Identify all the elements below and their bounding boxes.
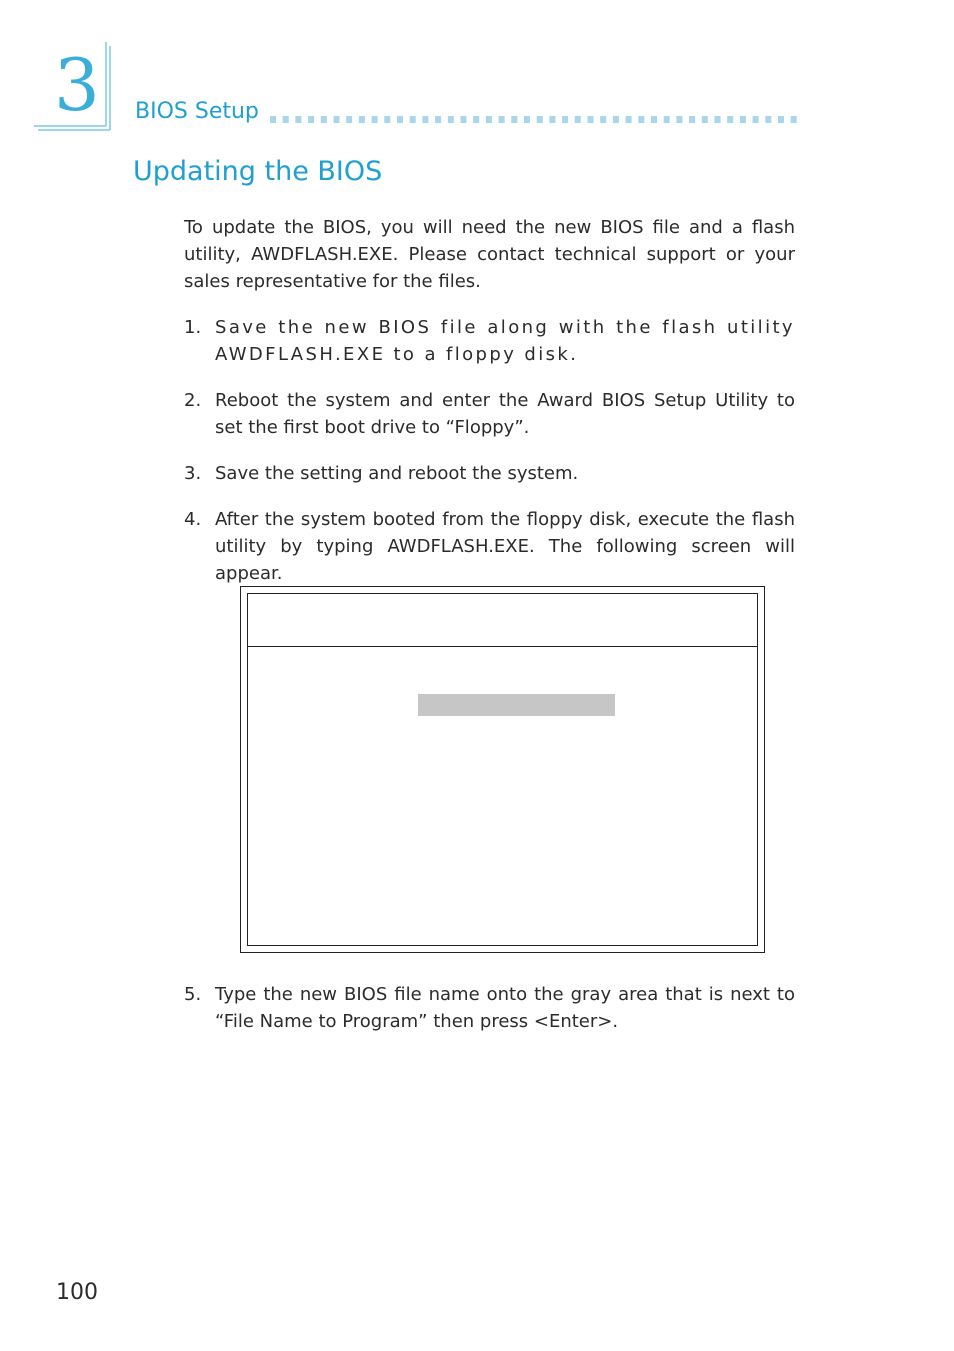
- step-text: Type the new BIOS file name onto the gray area that is next to “File Name to Program” then press <Enter>.: [215, 984, 795, 1032]
- intro-paragraph: To update the BIOS, you will need the new BIOS file and a flash utility, AWDFLASH.EXE. Please contact technical support or your sales representative for the files.: [184, 217, 795, 292]
- page-number: 100: [56, 1280, 98, 1305]
- page-title: Updating the BIOS: [133, 156, 383, 187]
- dotted-rule-divider: [270, 115, 800, 125]
- step-text: Save the new BIOS file along with the flash utility AWDFLASH.EXE to a floppy disk.: [215, 317, 795, 365]
- step-number: 4.: [184, 509, 202, 530]
- step-number: 1.: [184, 317, 202, 338]
- file-name-input-area: [418, 694, 615, 716]
- step-number: 2.: [184, 390, 202, 411]
- flash-utility-screen-figure: [240, 586, 765, 953]
- section-label: BIOS Setup: [135, 99, 259, 124]
- step-text: After the system booted from the floppy disk, execute the flash utility by typing AWDFLASH.EXE. The following screen will appear.: [215, 509, 795, 584]
- step-number: 5.: [184, 984, 202, 1005]
- step-number: 3.: [184, 463, 202, 484]
- screen-header-divider: [248, 646, 757, 647]
- flash-utility-screen-frame: [247, 593, 758, 946]
- chapter-number: 3: [54, 43, 100, 127]
- step-text: Reboot the system and enter the Award BIOS Setup Utility to set the first boot drive to “Floppy”.: [215, 390, 795, 438]
- step-text: Save the setting and reboot the system.: [215, 463, 579, 484]
